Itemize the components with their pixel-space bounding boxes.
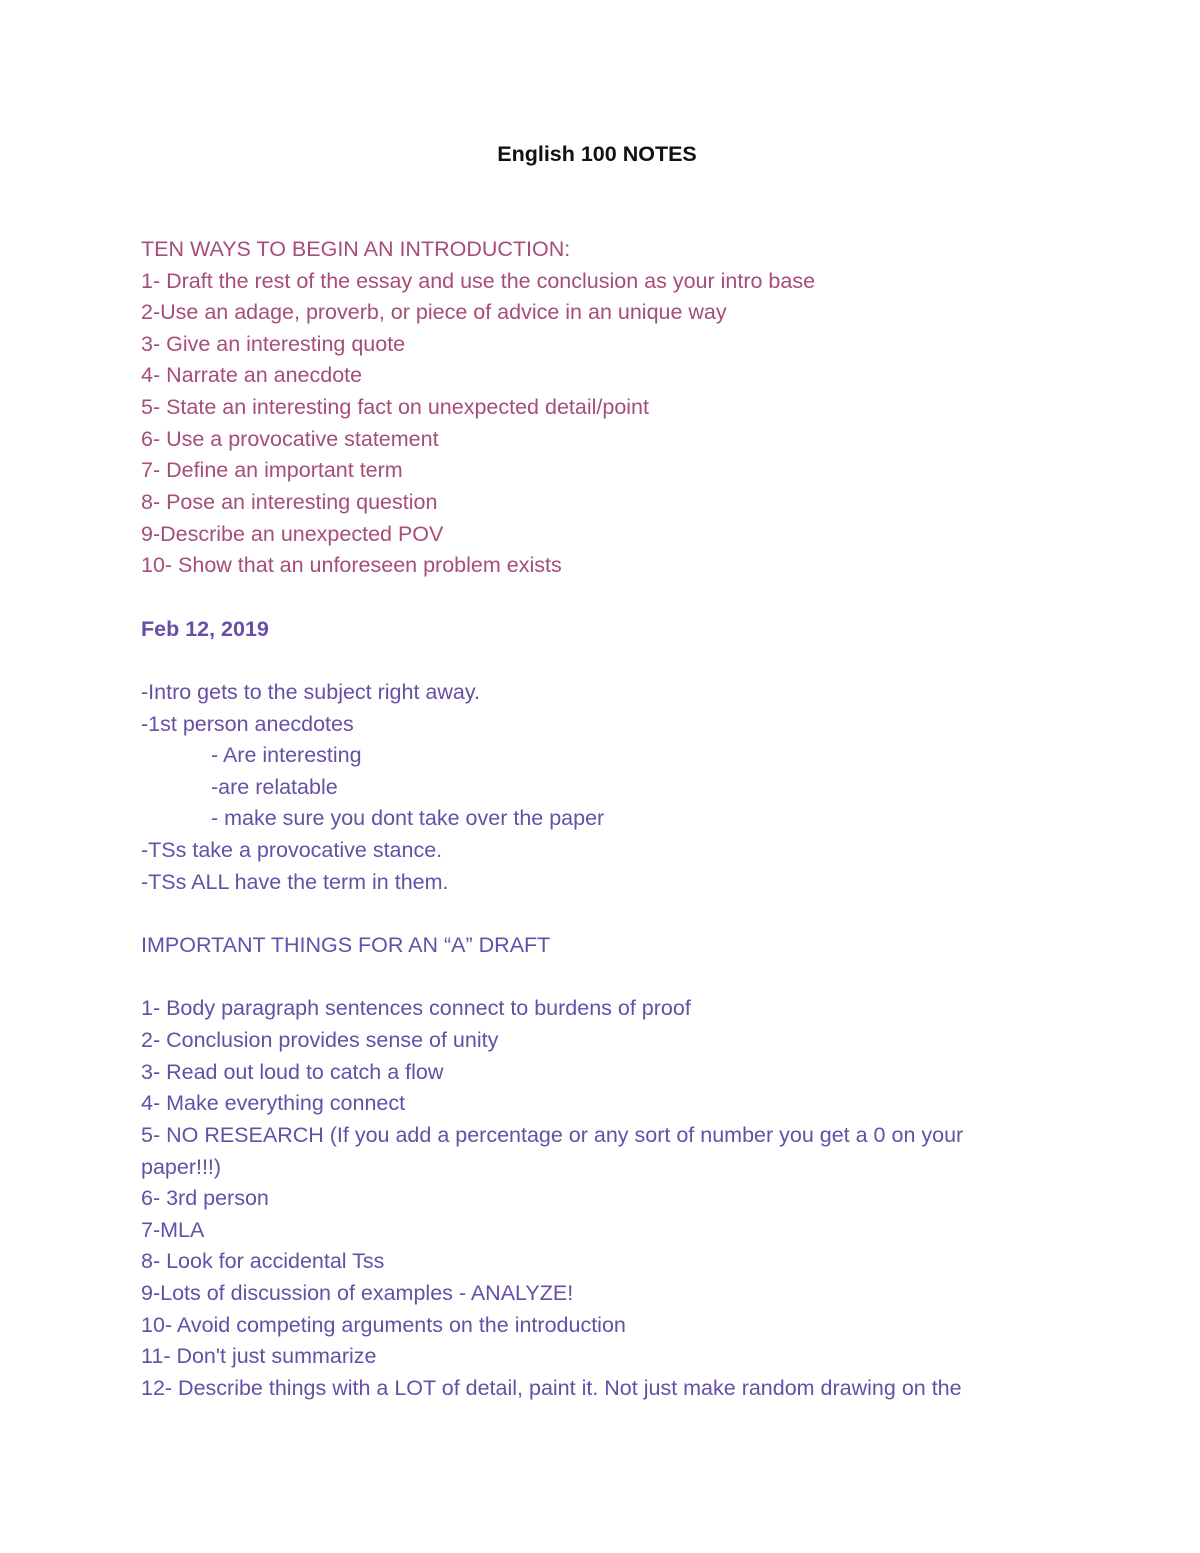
list-item: 6- 3rd person xyxy=(141,1186,269,1211)
list-item: 4- Make everything connect xyxy=(141,1091,406,1116)
note-line: -Intro gets to the subject right away. xyxy=(141,679,480,704)
list-item: 10- Show that an unforeseen problem exists xyxy=(141,553,562,578)
list-item: 3- Give an interesting quote xyxy=(141,331,406,356)
draft-section xyxy=(141,930,1061,1405)
sub-note-line: -are relatable xyxy=(211,774,338,799)
list-item: 9-Lots of discussion of examples - ANALYZE! xyxy=(141,1281,574,1306)
sub-note-line: - make sure you dont take over the paper xyxy=(211,806,605,831)
list-item: 1- Body paragraph sentences connect to burdens of proof xyxy=(141,996,691,1021)
date-heading: Feb 12, 2019 xyxy=(141,616,269,641)
list-item: 7- Define an important term xyxy=(141,458,403,483)
document-page xyxy=(141,139,1061,1405)
note-line: -TSs ALL have the term in them. xyxy=(141,869,449,894)
intro-section xyxy=(141,234,1061,582)
list-item: 7-MLA xyxy=(141,1217,205,1242)
list-item: 8- Look for accidental Tss xyxy=(141,1249,385,1274)
date-section xyxy=(141,614,1061,899)
section-heading: TEN WAYS TO BEGIN AN INTRODUCTION: xyxy=(141,236,571,261)
list-item: 2-Use an adage, proverb, or piece of advice in an unique way xyxy=(141,300,727,325)
list-item: 10- Avoid competing arguments on the introduction xyxy=(141,1312,626,1337)
list-item: 3- Read out loud to catch a flow xyxy=(141,1059,444,1084)
document-title: English 100 NOTES xyxy=(497,142,697,166)
list-item-continuation: paper!!!) xyxy=(141,1154,222,1179)
list-item: 9-Describe an unexpected POV xyxy=(141,521,444,546)
sub-note-line: - Are interesting xyxy=(211,743,362,768)
list-item: 12- Describe things with a LOT of detail, paint it. Not just make random drawing on the xyxy=(141,1375,962,1400)
list-item: 11- Don't just summarize xyxy=(141,1344,377,1369)
note-line: -1st person anecdotes xyxy=(141,711,354,736)
list-item: 8- Pose an interesting question xyxy=(141,490,438,515)
list-item: 4- Narrate an anecdote xyxy=(141,363,363,388)
section-heading: IMPORTANT THINGS FOR AN “A” DRAFT xyxy=(141,933,551,958)
list-item: 5- State an interesting fact on unexpected detail/point xyxy=(141,395,649,420)
list-item: 1- Draft the rest of the essay and use the conclusion as your intro base xyxy=(141,268,816,293)
list-item: 2- Conclusion provides sense of unity xyxy=(141,1027,499,1052)
list-item: 5- NO RESEARCH (If you add a percentage or any sort of number you get a 0 on your xyxy=(141,1122,964,1147)
list-item: 6- Use a provocative statement xyxy=(141,426,439,451)
note-line: -TSs take a provocative stance. xyxy=(141,838,443,863)
